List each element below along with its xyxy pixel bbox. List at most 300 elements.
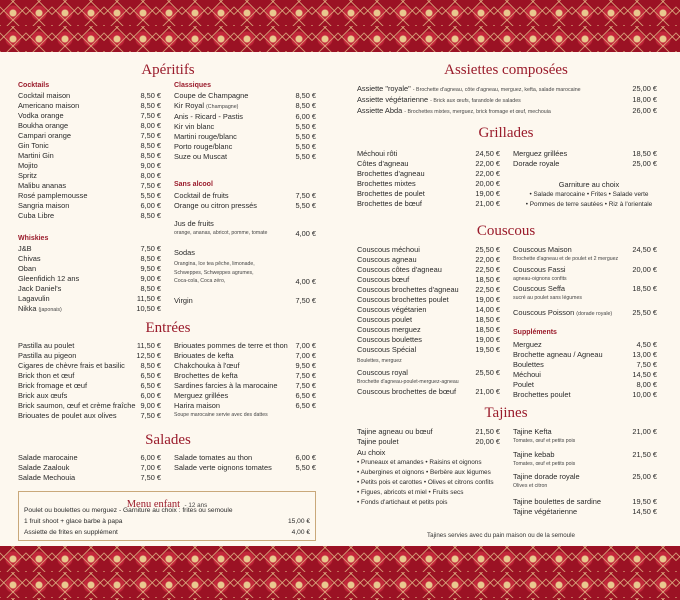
- sodas-line-2: Schweppes, Schweppes agrumes,: [174, 269, 254, 276]
- item-price: 19,50 €: [475, 345, 500, 354]
- item-price: 8,50 €: [140, 254, 161, 263]
- item-price: 14,50 €: [632, 507, 657, 516]
- menu-enfant-line-3-price: 4,00 €: [291, 529, 310, 536]
- supplements-title: Suppléments: [513, 329, 557, 336]
- item-name-wrap: [357, 106, 632, 117]
- tajines-choice-1: • Pruneaux et amandes • Raisins et oignons: [357, 459, 482, 466]
- item-price: 8,00 €: [636, 380, 657, 389]
- menu-item: [174, 112, 316, 122]
- item-name: Campari orange: [18, 131, 71, 140]
- item-price: 18,50 €: [475, 325, 500, 334]
- item-name: Couscous côtes d'agneau: [357, 265, 442, 274]
- couscous-royal-name: Couscous royal: [357, 368, 408, 377]
- menu-item: [513, 350, 657, 360]
- tajines-left-list: [357, 427, 500, 447]
- item-price: 7,50 €: [140, 473, 161, 482]
- menu-item: [18, 121, 161, 131]
- menu-item: [18, 101, 161, 111]
- item-name: Assiette Abda: [357, 106, 403, 115]
- item-price: 18,50 €: [475, 275, 500, 284]
- entrees-right-list: [174, 341, 316, 411]
- menu-item: [357, 159, 500, 169]
- item-price: 9,00 €: [140, 401, 161, 410]
- item-note: - Brochette d'agneau, côte d'agneau, merguez, kefta, salade marocaine: [412, 87, 581, 93]
- menu-item: [18, 201, 161, 211]
- item-name-wrap: [357, 149, 475, 159]
- item-name: Sangria maison: [18, 201, 70, 210]
- item-name: Couscous Spécial: [357, 345, 417, 354]
- item-name-wrap: [18, 161, 140, 171]
- item-name-wrap: [18, 121, 140, 131]
- item-name: Nikka: [18, 304, 37, 313]
- item-name-wrap: [18, 151, 140, 161]
- menu-item: [357, 169, 500, 179]
- item-name-wrap: [18, 111, 140, 121]
- tajines-title: Tajines: [484, 405, 528, 421]
- item-price: 7,50 €: [295, 191, 316, 200]
- menu-item: [18, 181, 161, 191]
- item-price: 7,50 €: [295, 381, 316, 390]
- item-name: Couscous bœuf: [357, 275, 410, 284]
- menu-enfant-line-1: Poulet ou boulettes ou merguez - Garniture au choix : frites ou semoule: [24, 507, 233, 514]
- item-name: Oban: [18, 264, 37, 273]
- menu-item: [513, 159, 657, 169]
- item-name: Pastilla au pigeon: [18, 351, 77, 360]
- menu-item: [357, 315, 500, 325]
- item-name-wrap: [357, 285, 475, 295]
- menu-item: [174, 91, 316, 101]
- menu-item: [513, 472, 657, 482]
- item-name-wrap: [18, 341, 137, 351]
- item-name-wrap: [174, 132, 295, 142]
- garniture-line-2: • Pommes de terre sautées • Riz à l'orientale: [525, 201, 653, 208]
- menu-item: [513, 149, 657, 159]
- item-name-wrap: [174, 401, 295, 411]
- couscous-left-list: [357, 245, 500, 355]
- couscous-special-note: Boulettes, merguez: [357, 358, 402, 364]
- item-price: 6,50 €: [295, 391, 316, 400]
- menu-item: [18, 254, 161, 264]
- entrees-title: Entrées: [145, 320, 191, 336]
- garniture-title: Garniture au choix: [558, 180, 620, 189]
- couscous-royal-note: Brochette d'agneau-poulet-merguez-agneau: [357, 379, 459, 385]
- item-price: 9,00 €: [140, 274, 161, 283]
- item-price: 8,50 €: [140, 151, 161, 160]
- menu-item: [18, 304, 161, 315]
- item-name-wrap: [18, 101, 140, 111]
- item-price: 10,00 €: [632, 390, 657, 399]
- item-price: 9,00 €: [140, 161, 161, 170]
- item-name: Sardines farcies à la marocaine: [174, 381, 278, 390]
- entrees-left-list: [18, 341, 161, 421]
- item-name-wrap: [357, 275, 475, 285]
- item-name-wrap: [18, 473, 140, 483]
- couscous-title: Couscous: [476, 223, 536, 239]
- item-price: 8,00 €: [140, 121, 161, 130]
- menu-item: [18, 284, 161, 294]
- item-name-wrap: [174, 122, 295, 132]
- item-name-wrap: [174, 381, 295, 391]
- item-price: 25,00 €: [632, 472, 657, 481]
- menu-item: [357, 245, 500, 255]
- item-note: Tomates, œuf et petits pois: [513, 460, 576, 467]
- item-note: - Brick aux œufs, farandole de salades: [430, 98, 521, 104]
- tajines-right-bottom-list: [513, 497, 657, 517]
- jus-row: [174, 229, 316, 239]
- menu-item: [513, 340, 657, 350]
- item-price: 5,50 €: [295, 201, 316, 210]
- supplements-list: [513, 340, 657, 400]
- item-price: 6,50 €: [140, 371, 161, 380]
- item-name: Tajine agneau ou bœuf: [357, 427, 433, 436]
- item-name-wrap: [357, 245, 475, 255]
- item-name-wrap: [513, 350, 632, 360]
- menu-item: [513, 450, 657, 460]
- item-name-wrap: [18, 254, 140, 264]
- item-name: Suze ou Muscat: [174, 152, 227, 161]
- menu-item: [513, 370, 657, 380]
- menu-item: [513, 427, 657, 437]
- menu-item: [357, 335, 500, 345]
- menu-item: [513, 390, 657, 400]
- menu-item: [18, 211, 161, 221]
- item-price: 8,50 €: [140, 91, 161, 100]
- menu-item: [174, 201, 316, 211]
- item-price: 8,50 €: [295, 91, 316, 100]
- menu-enfant-line-2-row: [24, 516, 310, 527]
- item-price: 6,00 €: [295, 453, 316, 462]
- item-name-wrap: [357, 255, 475, 265]
- sodas-section: [174, 248, 316, 287]
- item-name: Martini rouge/blanc: [174, 132, 237, 141]
- item-name: Malibu ananas: [18, 181, 67, 190]
- menu-item: [357, 95, 657, 106]
- menu-item: [513, 245, 657, 255]
- item-name-wrap: [174, 361, 295, 371]
- item-price: 25,00 €: [632, 84, 657, 93]
- item-name: Cuba Libre: [18, 211, 55, 220]
- item-name-wrap: [513, 149, 632, 159]
- item-name-wrap: [174, 463, 295, 473]
- menu-item: [18, 244, 161, 254]
- item-name-wrap: [357, 179, 475, 189]
- item-price: 6,00 €: [295, 112, 316, 121]
- item-name-wrap: [18, 381, 140, 391]
- item-name-wrap: [174, 91, 295, 101]
- item-name: Brick thon et œuf: [18, 371, 75, 380]
- menu-enfant-subtitle: - 12 ans: [184, 502, 208, 509]
- item-name: Couscous merguez: [357, 325, 421, 334]
- aperitifs-title: Apéritifs: [141, 62, 195, 78]
- item-price: 25,00 €: [632, 159, 657, 168]
- item-name-wrap: [357, 305, 475, 315]
- item-price: 19,00 €: [475, 335, 500, 344]
- item-name-wrap: [174, 142, 295, 152]
- menu-item: [18, 453, 161, 463]
- item-name: Assiette végétarienne: [357, 95, 429, 104]
- menu-item: [174, 101, 316, 112]
- item-name: Kir vin blanc: [174, 122, 215, 131]
- jus-section: [174, 219, 316, 239]
- item-price: 22,00 €: [475, 159, 500, 168]
- item-price: 7,50 €: [140, 181, 161, 190]
- item-name-wrap: [18, 401, 140, 411]
- menu-item: [513, 497, 657, 507]
- tajines-right-list: [513, 427, 657, 495]
- item-price: 20,00 €: [475, 437, 500, 446]
- item-name-wrap: [18, 181, 140, 191]
- item-name-wrap: [18, 244, 140, 254]
- item-price: 8,50 €: [140, 211, 161, 220]
- menu-item: [357, 275, 500, 285]
- tajines-footer: Tajines servies avec du pain maison ou de la semoule: [427, 532, 575, 539]
- item-name: Brick aux œufs: [18, 391, 68, 400]
- item-name: Briouates de kefta: [174, 351, 234, 360]
- item-name: Brochettes poulet: [513, 390, 571, 399]
- item-name: Chivas: [18, 254, 41, 263]
- item-name: Assiette "royale": [357, 84, 411, 93]
- item-name-wrap: [18, 284, 140, 294]
- grillades-left-list: [357, 149, 500, 209]
- item-price: 7,50 €: [140, 411, 161, 420]
- item-name: Couscous brochettes poulet: [357, 295, 449, 304]
- item-name: Coupe de Champagne: [174, 91, 249, 100]
- item-extra: (japonais): [38, 307, 62, 313]
- item-name-wrap: [18, 351, 136, 361]
- item-name-wrap: [174, 191, 295, 201]
- item-name-wrap: [513, 380, 636, 390]
- couscous-boeuf-name: Couscous brochettes de bœuf: [357, 386, 457, 396]
- item-name: Harira maison: [174, 401, 221, 410]
- menu-item: [174, 191, 316, 201]
- item-name: Americano maison: [18, 101, 80, 110]
- item-name-wrap: [18, 171, 140, 181]
- item-name-wrap: [18, 201, 140, 211]
- item-price: 19,00 €: [475, 295, 500, 304]
- item-price: 5,50 €: [295, 463, 316, 472]
- item-price: 20,00 €: [475, 179, 500, 188]
- menu-enfant-line-3-row: [24, 527, 310, 538]
- item-name: Tajine dorade royale: [513, 472, 580, 481]
- item-name: Merguez grillées: [513, 149, 568, 158]
- item-name: Brochette agneau / Agneau: [513, 350, 603, 359]
- menu-item: [357, 295, 500, 305]
- item-name-wrap: [174, 341, 295, 351]
- menu-item: [18, 91, 161, 101]
- item-name-wrap: [18, 274, 140, 284]
- menu-item: [357, 285, 500, 295]
- item-name: Boukha orange: [18, 121, 69, 130]
- menu-item: [18, 191, 161, 201]
- item-price: 22,00 €: [475, 255, 500, 264]
- item-price: 22,00 €: [475, 169, 500, 178]
- item-price: 9,50 €: [295, 361, 316, 370]
- item-name: Brochettes de poulet: [357, 189, 425, 198]
- item-name: Couscous brochettes d'agneau: [357, 285, 459, 294]
- couscous-right-list: [513, 245, 657, 304]
- item-name-wrap: [18, 131, 140, 141]
- item-name: Dorade royale: [513, 159, 560, 168]
- item-price: 10,50 €: [136, 304, 161, 313]
- item-note: Tomates, œuf et petits pois: [513, 438, 576, 444]
- item-name: Vodka orange: [18, 111, 64, 120]
- item-name-wrap: [174, 112, 295, 122]
- item-name: Martini Gin: [18, 151, 54, 160]
- grillades-title: Grillades: [478, 125, 534, 141]
- item-name: Salade marocaine: [18, 453, 78, 462]
- item-name: Briouates pommes de terre et thon: [174, 341, 288, 350]
- tajines-choices: [357, 448, 507, 508]
- menu-item: [357, 345, 500, 355]
- menu-item: [357, 106, 657, 117]
- item-price: 14,50 €: [632, 370, 657, 379]
- item-name-wrap: [357, 335, 475, 345]
- item-name: Brochettes mixtes: [357, 179, 416, 188]
- sodas-line-3: Coca-cola, Coca zéro,: [174, 278, 226, 284]
- menu-item: [18, 351, 161, 361]
- menu-item: [174, 152, 316, 162]
- item-price: 22,50 €: [475, 285, 500, 294]
- item-name: Brick fromage et œuf: [18, 381, 87, 390]
- item-name: Couscous Seffa: [513, 284, 566, 293]
- classiques-list: [174, 91, 316, 162]
- item-name: Anis - Ricard - Pastis: [174, 112, 243, 121]
- cocktails-title: Cocktails: [18, 82, 50, 89]
- menu-item: [357, 149, 500, 159]
- item-name-wrap: [357, 315, 475, 325]
- assiettes-list: [357, 84, 657, 117]
- item-name-wrap: [513, 497, 632, 507]
- whiskies-title: Whiskies: [18, 235, 49, 242]
- salades-right-list: [174, 453, 316, 473]
- menu-item: [18, 161, 161, 171]
- menu-item: [174, 142, 316, 152]
- couscous-poisson-name: Couscous Poisson: [513, 308, 575, 317]
- menu-item: [357, 199, 500, 209]
- menu-enfant-box: [18, 491, 316, 541]
- item-price: 14,00 €: [475, 305, 500, 314]
- item-name-wrap: [357, 325, 475, 335]
- menu-item: [18, 294, 161, 304]
- item-name: Salade Zaalouk: [18, 463, 70, 472]
- item-name: Boulettes: [513, 360, 544, 369]
- decorative-pattern-bottom: [0, 546, 680, 600]
- item-name-wrap: [18, 371, 140, 381]
- item-price: 13,00 €: [632, 350, 657, 359]
- item-name-wrap: [174, 201, 295, 211]
- item-price: 7,00 €: [140, 463, 161, 472]
- menu-item: [174, 122, 316, 132]
- sodas-title: Sodas: [174, 248, 195, 257]
- item-name: Méchoui: [513, 370, 541, 379]
- menu-item: [357, 84, 657, 95]
- menu-item: [513, 265, 657, 275]
- item-price: 6,50 €: [140, 381, 161, 390]
- menu-item: [18, 141, 161, 151]
- item-name: Couscous poulet: [357, 315, 413, 324]
- item-note: - Brochettes mixtes, merguez, brick fromage et œuf, mechouia: [404, 109, 551, 115]
- item-name-wrap: [18, 453, 140, 463]
- item-price: 21,00 €: [475, 199, 500, 208]
- tajines-au-choix: Au choix: [357, 448, 386, 457]
- item-price: 7,50 €: [140, 244, 161, 253]
- menu-item: [18, 371, 161, 381]
- couscous-poisson-row: [513, 308, 657, 319]
- couscous-poisson-extra: (dorade royale): [576, 311, 613, 317]
- menu-item: [174, 361, 316, 371]
- item-name: Chakchouka à l'œuf: [174, 361, 240, 370]
- item-name: Brochettes de kefta: [174, 371, 238, 380]
- item-name: Salade Mechouia: [18, 473, 76, 482]
- item-price: 12,50 €: [136, 351, 161, 360]
- menu-item: [18, 111, 161, 121]
- item-name: Brochettes de bœuf: [357, 199, 422, 208]
- item-price: 7,50 €: [636, 360, 657, 369]
- item-price: 26,00 €: [632, 106, 657, 115]
- menu-item: [357, 437, 500, 447]
- item-price: 21,00 €: [632, 427, 657, 436]
- item-price: 8,50 €: [140, 361, 161, 370]
- item-name-wrap: [18, 361, 140, 371]
- menu-item: [18, 341, 161, 351]
- menu-enfant-line-3: Assiette de frites en supplément: [24, 529, 118, 536]
- item-price: 22,50 €: [475, 265, 500, 274]
- item-name: Méchoui rôti: [357, 149, 398, 158]
- garniture-section: [513, 180, 665, 210]
- salades-title: Salades: [145, 432, 191, 448]
- tajines-choice-2: • Aubergines et oignons • Berbère aux légumes: [357, 469, 491, 476]
- item-name-wrap: [357, 199, 475, 209]
- item-name: Tajine poulet: [357, 437, 399, 446]
- jus-title: Jus de fruits: [174, 219, 214, 228]
- item-name-wrap: [357, 169, 475, 179]
- menu-item: [18, 463, 161, 473]
- item-note: Brochette d'agneau et de poulet et 2 merguez: [513, 256, 619, 262]
- whiskies-list: [18, 244, 161, 315]
- item-name: Jack Daniel's: [18, 284, 62, 293]
- item-name: Couscous végétarien: [357, 305, 427, 314]
- menu-item: [513, 284, 657, 294]
- menu-enfant-line-2: 1 fruit shoot + glace barbe à papa: [24, 518, 123, 525]
- item-name-wrap: [18, 264, 140, 274]
- menu-item: [174, 463, 316, 473]
- cocktails-list: [18, 91, 161, 221]
- menu-item: [513, 380, 657, 390]
- item-name: Merguez grillées: [174, 391, 229, 400]
- item-name: Lagavulin: [18, 294, 50, 303]
- item-name: Salade tomates au thon: [174, 453, 253, 462]
- item-name-wrap: [174, 371, 295, 381]
- item-name-wrap: [513, 427, 632, 437]
- item-name: J&B: [18, 244, 32, 253]
- menu-item: [357, 189, 500, 199]
- item-name: Porto rouge/blanc: [174, 142, 233, 151]
- item-name-wrap: [357, 95, 632, 106]
- item-extra: (Champagne): [206, 104, 239, 110]
- item-name: Couscous agneau: [357, 255, 417, 264]
- menu-enfant-title: Menu enfant: [126, 499, 181, 510]
- item-name-wrap: [18, 411, 140, 421]
- item-note: sucré au poulet sans légumes: [513, 295, 582, 301]
- item-price: 18,50 €: [475, 315, 500, 324]
- item-name: Mojito: [18, 161, 38, 170]
- menu-item: [357, 255, 500, 265]
- menu-item: [18, 274, 161, 284]
- grillades-right-list: [513, 149, 657, 169]
- item-price: 8,50 €: [140, 284, 161, 293]
- menu-item: [18, 131, 161, 141]
- item-name-wrap: [513, 245, 632, 255]
